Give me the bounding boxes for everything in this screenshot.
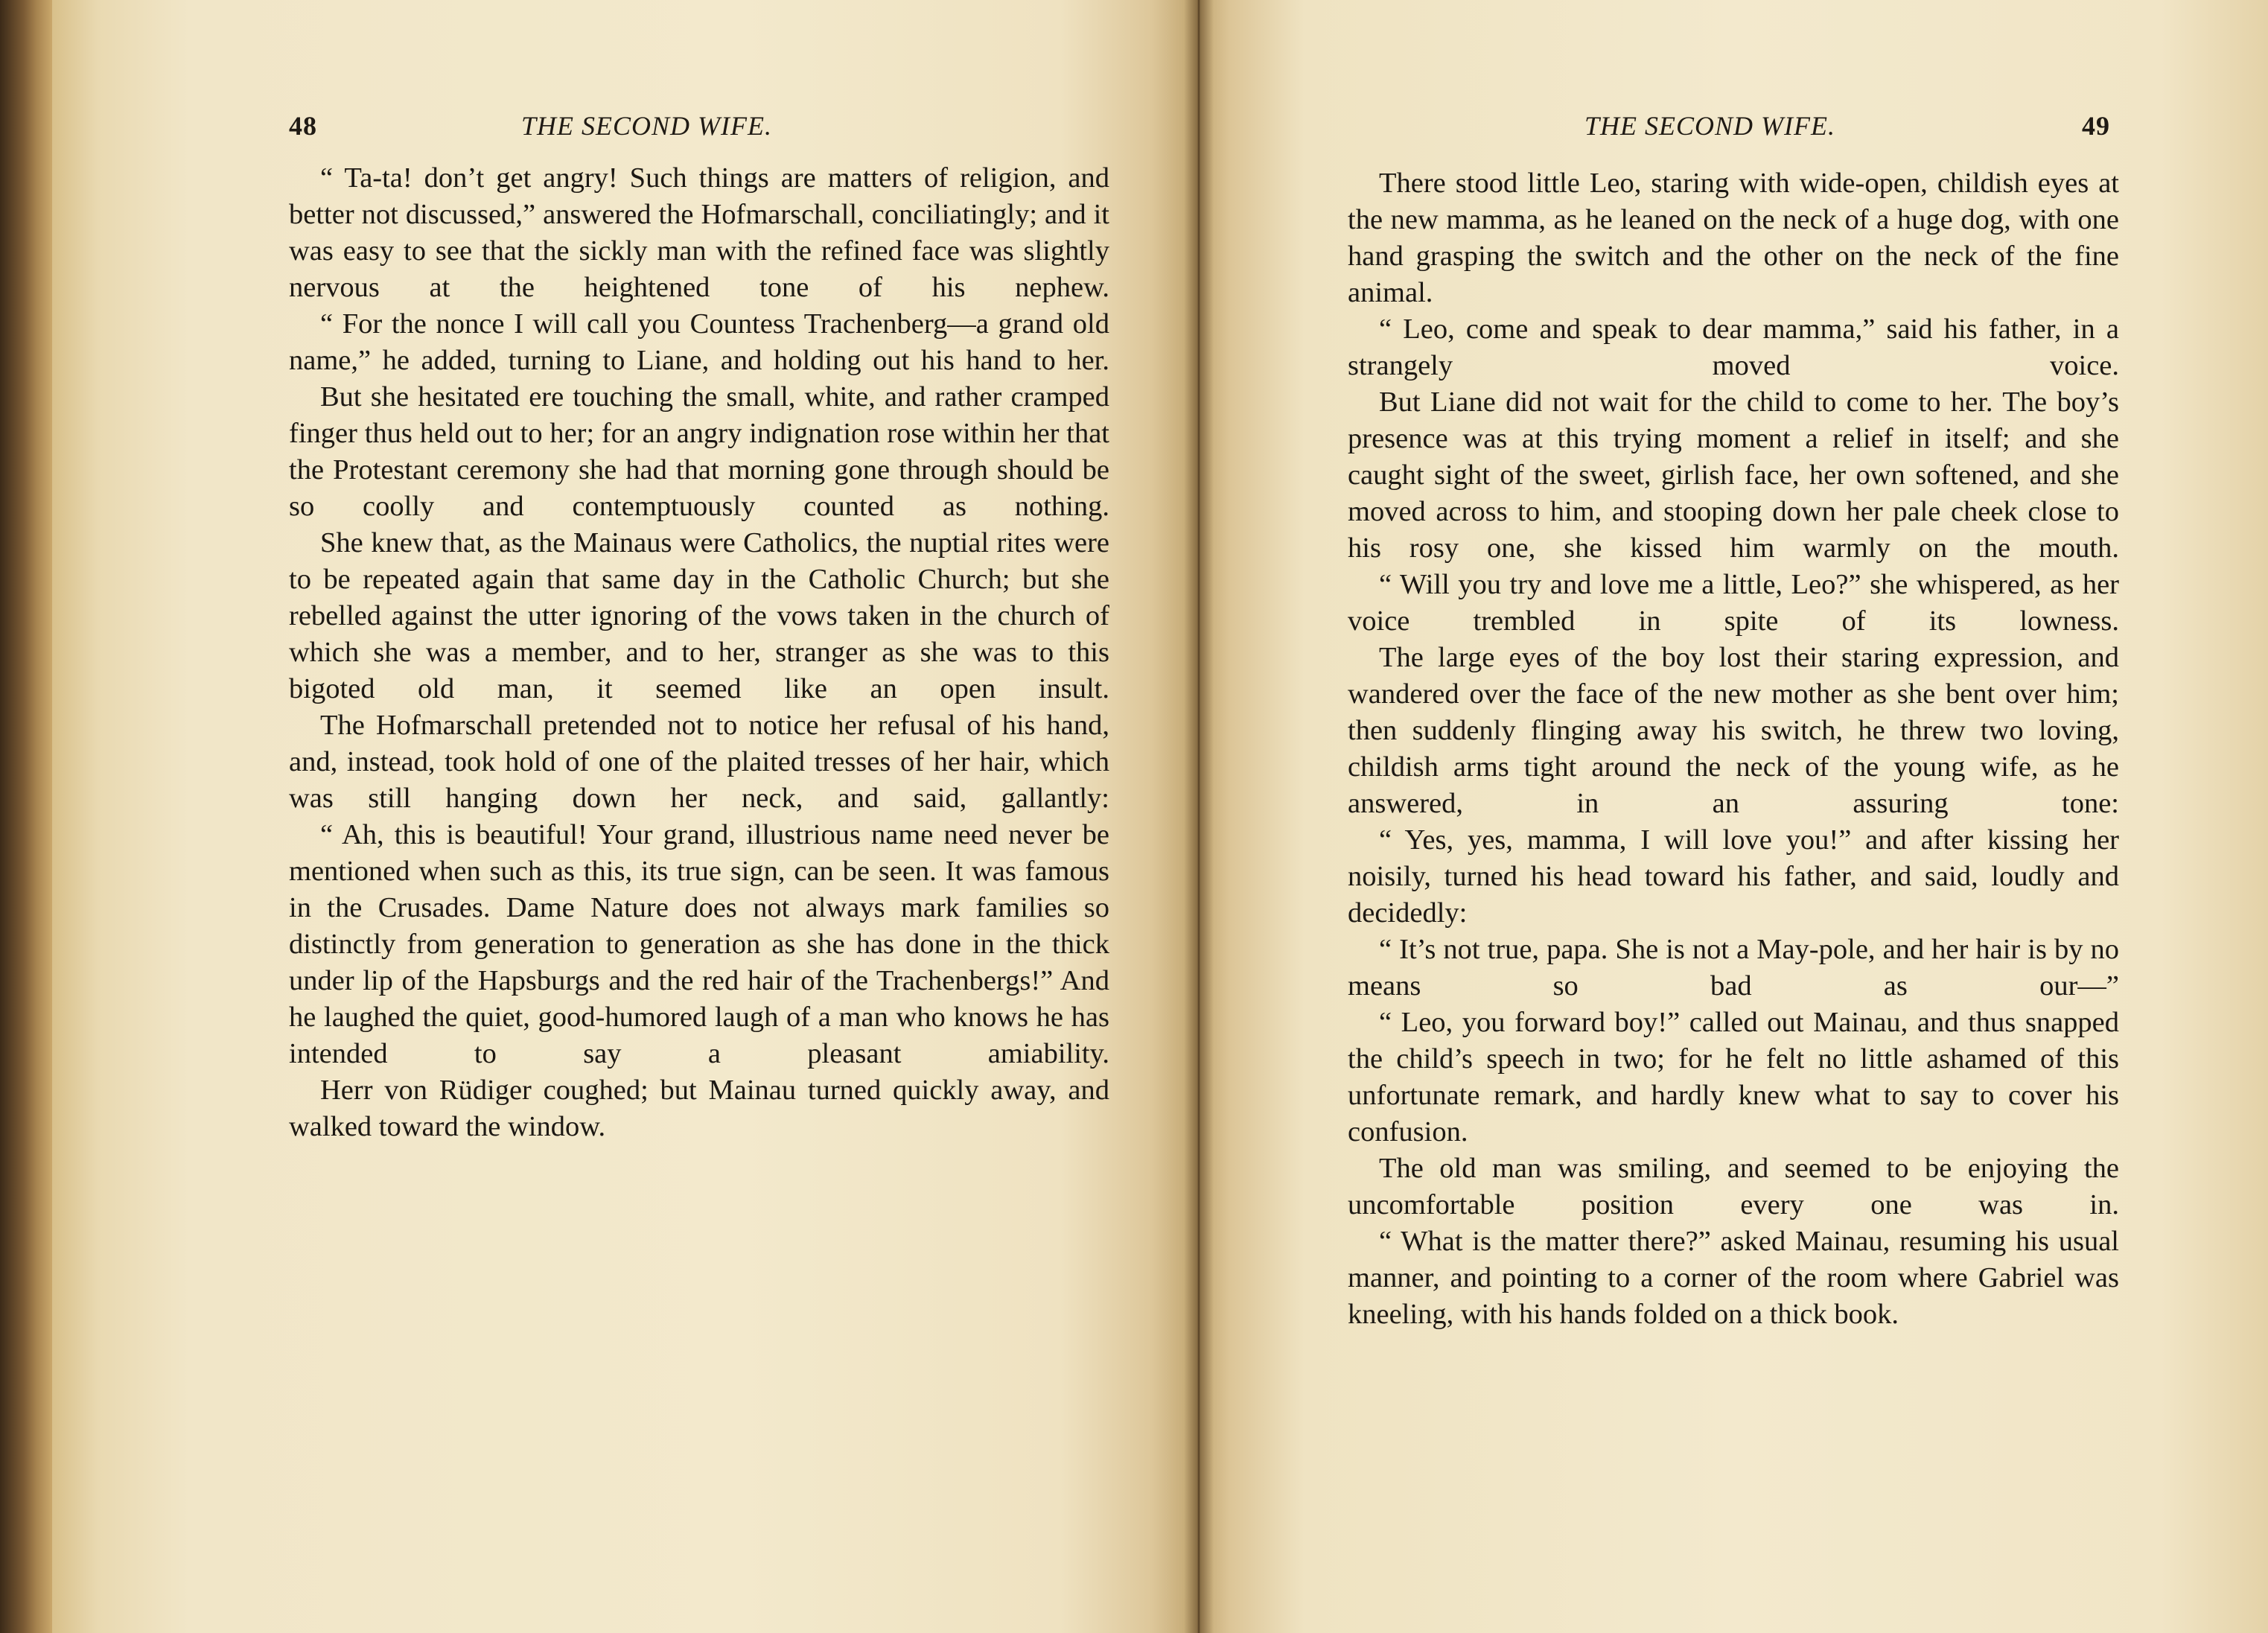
paragraph: The Hofmarschall pretended not to notice her refusal of his hand, and, instead, took hold of one of the plaited tresses of her hair, which was still hanging down her neck, and said, gallantly: [289, 710, 1109, 814]
right-page-number: 49 [2082, 111, 2110, 141]
right-page [1197, 0, 2268, 1633]
left-page-number: 48 [289, 111, 317, 141]
paragraph: “ It’s not true, papa. She is not a May-pole, and her hair is by no means so bad as our—” [1348, 934, 2119, 1002]
paragraph: But she hesitated ere touching the small, white, and rather cramped finger thus held out to her; for an angry indignation rose within her that the Protestant ceremony she had that morning gone through should be so coolly and contemptuously counted as nothing. [289, 381, 1109, 522]
paragraph: “ Yes, yes, mamma, I will love you!” and after kissing her noisily, turned his head toward his father, and said, loudly and decidedly: [1348, 824, 2119, 929]
book-cover-edge [0, 0, 52, 1633]
paragraph: She knew that, as the Mainaus were Catholics, the nuptial rites were to be repeated again that same day in the Catholic Church; but she rebelled against the utter ignoring of the vows taken in the church of which she was a member, and to her, stranger as she was to this bigoted old man, it seemed like an open insult. [289, 527, 1109, 704]
paragraph: “ Will you try and love me a little, Leo?” she whispered, as her voice trembled in spite of its lowness. [1348, 569, 2119, 637]
paragraph: “ Ah, this is beautiful! Your grand, illustrious name need never be mentioned when such as this, its true sign, can be seen. It was famous in the Crusades. Dame Nature does not always mark families so distinctly from generation to generation as she has done in the thick under lip of the Hapsburgs and the red hair of the Trachenbergs!” And he laughed the quiet, good-humored laugh of a man who knows he has intended to say a pleasant amiability. [289, 819, 1109, 1069]
right-running-title: THE SECOND WIFE. [1584, 111, 1835, 141]
paragraph: “ Leo, you forward boy!” called out Mainau, and thus snapped the child’s speech in two; for he felt no little ashamed of this unfortunate remark, and hardly knew what to say to cover his confusion. [1348, 1007, 2119, 1147]
left-page-text [289, 160, 1109, 1145]
paragraph: “ What is the matter there?” asked Mainau, resuming his usual manner, and pointing to a corner of the room where Gabriel was kneeling, with his hands folded on a thick book. [1348, 1226, 2119, 1330]
paragraph: There stood little Leo, staring with wide-open, childish eyes at the new mamma, as he leaned on the neck of a huge dog, with one hand grasping the switch and the other on the neck of the fine animal. [1348, 168, 2119, 308]
paragraph: But Liane did not wait for the child to come to her. The boy’s presence was at this trying moment a relief in itself; and she caught sight of the sweet, girlish face, her own softened, and she moved across to him, and stooping down her pale cheek close to his rosy one, she kissed him warmly on the mouth. [1348, 386, 2119, 564]
left-running-title: THE SECOND WIFE. [521, 111, 772, 141]
paragraph: “ Ta-ta! don’t get angry! Such things are matters of religion, and better not discussed,” answered the Hofmarschall, conciliatingly; and it was easy to see that the sickly man with the refined face was slightly nervous at the heightened tone of his nephew. [289, 162, 1109, 303]
right-page-text [1348, 165, 2119, 1333]
left-page [52, 0, 1197, 1633]
paragraph: “ Leo, come and speak to dear mamma,” said his father, in a strangely moved voice. [1348, 313, 2119, 381]
paragraph: Herr von Rüdiger coughed; but Mainau turned quickly away, and walked toward the window. [289, 1075, 1109, 1142]
book-gutter-shadow [1184, 0, 1214, 1633]
paragraph: The large eyes of the boy lost their staring expression, and wandered over the face of the new mother as she bent over him; then suddenly flinging away his switch, he threw two loving, childish arms tight around the neck of the young wife, as he answered, in an assuring tone: [1348, 642, 2119, 819]
paragraph: The old man was smiling, and seemed to be enjoying the uncomfortable position every one was in. [1348, 1153, 2119, 1220]
paragraph: “ For the nonce I will call you Countess Trachenberg—a grand old name,” he added, turning to Liane, and holding out his hand to her. [289, 308, 1109, 376]
